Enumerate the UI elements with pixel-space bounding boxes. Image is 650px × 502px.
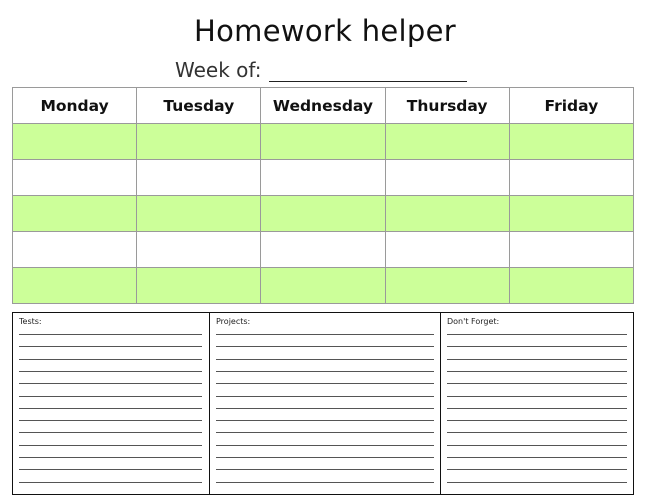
schedule-row: [13, 196, 634, 232]
day-header-row: [13, 88, 634, 124]
ruled-line: [216, 469, 434, 470]
day-header-friday: Friday: [509, 88, 633, 124]
ruled-line: [19, 396, 202, 397]
week-of-label: Week of:: [175, 58, 262, 82]
schedule-cell[interactable]: [137, 232, 261, 268]
ruled-line: [216, 457, 434, 458]
schedule-cell[interactable]: [509, 160, 633, 196]
ruled-line: [447, 420, 627, 421]
schedule-row: [13, 160, 634, 196]
ruled-line: [216, 482, 434, 483]
ruled-line: [447, 334, 627, 335]
schedule-cell[interactable]: [509, 196, 633, 232]
ruled-line: [216, 445, 434, 446]
dont-forget-column[interactable]: [440, 313, 633, 494]
ruled-line: [19, 469, 202, 470]
projects-label: Projects:: [216, 317, 251, 326]
notes-section: [12, 312, 634, 495]
ruled-line: [216, 346, 434, 347]
ruled-line: [447, 346, 627, 347]
schedule-cell[interactable]: [385, 124, 509, 160]
week-of-field: [175, 58, 467, 82]
ruled-line: [19, 408, 202, 409]
schedule-cell[interactable]: [261, 196, 385, 232]
ruled-line: [19, 432, 202, 433]
ruled-line: [216, 359, 434, 360]
ruled-line: [216, 371, 434, 372]
schedule-cell[interactable]: [385, 232, 509, 268]
ruled-line: [447, 445, 627, 446]
tests-label: Tests:: [19, 317, 42, 326]
schedule-cell[interactable]: [385, 160, 509, 196]
schedule-cell[interactable]: [385, 196, 509, 232]
ruled-line: [19, 383, 202, 384]
ruled-line: [447, 469, 627, 470]
week-of-blank-line[interactable]: [269, 61, 467, 82]
ruled-line: [19, 445, 202, 446]
schedule-cell[interactable]: [13, 268, 137, 304]
schedule-row: [13, 124, 634, 160]
schedule-cell[interactable]: [13, 196, 137, 232]
ruled-line: [447, 371, 627, 372]
day-header-monday: Monday: [13, 88, 137, 124]
ruled-line: [19, 359, 202, 360]
ruled-line: [216, 334, 434, 335]
day-header-tuesday: Tuesday: [137, 88, 261, 124]
ruled-line: [19, 482, 202, 483]
ruled-line: [216, 408, 434, 409]
ruled-line: [19, 457, 202, 458]
schedule-cell[interactable]: [385, 268, 509, 304]
ruled-line: [447, 482, 627, 483]
schedule-cell[interactable]: [137, 160, 261, 196]
ruled-line: [447, 432, 627, 433]
dont-forget-label: Don't Forget:: [447, 317, 500, 326]
ruled-line: [19, 346, 202, 347]
ruled-line: [19, 420, 202, 421]
schedule-cell[interactable]: [509, 124, 633, 160]
schedule-cell[interactable]: [261, 268, 385, 304]
ruled-line: [447, 383, 627, 384]
schedule-cell[interactable]: [509, 232, 633, 268]
schedule-row: [13, 232, 634, 268]
ruled-line: [447, 408, 627, 409]
ruled-line: [216, 396, 434, 397]
schedule-cell[interactable]: [261, 160, 385, 196]
ruled-line: [216, 420, 434, 421]
schedule-cell[interactable]: [137, 268, 261, 304]
schedule-cell[interactable]: [13, 160, 137, 196]
ruled-line: [19, 371, 202, 372]
ruled-line: [19, 334, 202, 335]
schedule-cell[interactable]: [137, 124, 261, 160]
ruled-line: [447, 396, 627, 397]
page-title: Homework helper: [194, 14, 456, 48]
tests-column[interactable]: [13, 313, 209, 494]
schedule-cell[interactable]: [261, 124, 385, 160]
weekly-schedule-table: [12, 87, 634, 304]
day-header-thursday: Thursday: [385, 88, 509, 124]
schedule-cell[interactable]: [13, 124, 137, 160]
schedule-cell[interactable]: [509, 268, 633, 304]
ruled-line: [216, 383, 434, 384]
ruled-line: [216, 432, 434, 433]
schedule-cell[interactable]: [261, 232, 385, 268]
day-header-wednesday: Wednesday: [261, 88, 385, 124]
schedule-row: [13, 268, 634, 304]
schedule-cell[interactable]: [137, 196, 261, 232]
projects-column[interactable]: [209, 313, 440, 494]
ruled-line: [447, 457, 627, 458]
schedule-cell[interactable]: [13, 232, 137, 268]
ruled-line: [447, 359, 627, 360]
